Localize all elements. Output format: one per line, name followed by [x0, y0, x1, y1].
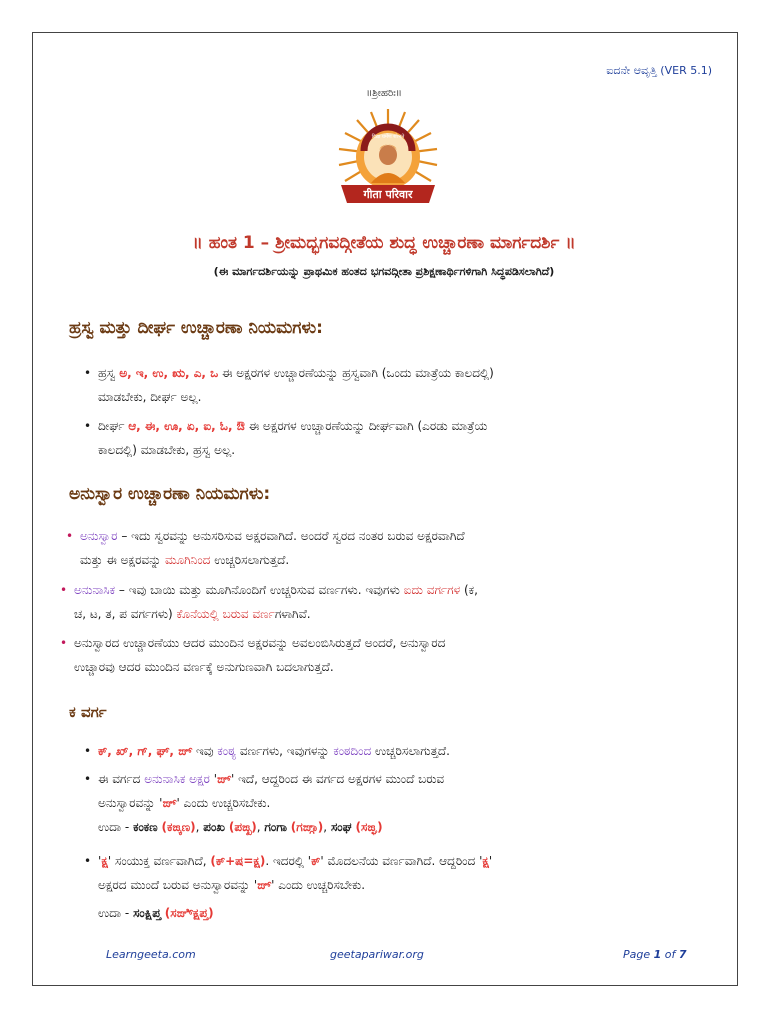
total-pages: 7 [678, 948, 687, 961]
example-pronunciation: (ಪಙ್ಖ) [228, 820, 257, 834]
text: – ಇವು ಬಾಯಿ ಮತ್ತು ಮೂಗಿನೊಂದಿಗೆ ಉಚ್ಚರಿಸುವ ವರ್ಣಗಳು. ಇವುಗಳು [115, 583, 404, 597]
text: ಕಾಲದಲ್ಲಿ) ಮಾಡಬೇಕು, ಹ್ರಸ್ವ ಅಲ್ಲ. [98, 443, 236, 457]
current-page: 1 [653, 948, 662, 961]
bullet: • [60, 583, 68, 597]
list-item [60, 631, 720, 679]
highlight: ಅನುನಾಸಿಕ ಅಕ್ಷರ [144, 772, 210, 786]
text: ವರ್ಣಗಳು, ಇವುಗಳನ್ನು [236, 744, 334, 758]
example-word: ಕಂಕಣ [133, 820, 158, 834]
text: ಅನುಸ್ವಾರದ ಉಚ್ಚಾರಣೆಯು ಆದರ ಮುಂದಿನ ಅಕ್ಷರವನ್ನು ಅವಲಂಬಿಸಿರುತ್ತದೆ ಅಂದರೆ, ಅನುಸ್ವಾರದ [74, 636, 446, 650]
page-number [623, 948, 687, 961]
section-heading-anusvara: ಅನುಸ್ವಾರ ಉಚ್ಚಾರಣಾ ನಿಯಮಗಳು: [69, 484, 271, 504]
text: ಉಚ್ಚರಿಸಲಾಗುತ್ತದೆ. [210, 553, 290, 567]
highlight: ಕ್ [311, 854, 321, 868]
hrasva-letters: ಅ, ಇ, ಉ, ಋ, ಎ, ಒ [119, 366, 219, 380]
text: of [661, 948, 679, 961]
list-item [84, 361, 718, 409]
text: ಮತ್ತು ಈ ಅಕ್ಷರವನ್ನು [80, 553, 166, 567]
list-item: • ಈ ವರ್ಗದ ಅನುನಾಸಿಕ ಅಕ್ಷರ 'ಙ್' ಇದೆ, ಆದ್ದರಿಂದ ಈ ವರ್ಗದ ಅಕ್ಷರಗಳ ಮುಂದೆ ಬರುವ ಅನುಸ್ವಾರವನ್ನು 'ಙ್' ಎಂದು ಉಚ್ಚರಿಸಬೇಕು. ಉದಾ - ಕಂಕಣ (ಕಙ್ಕಣ), ಪಂಖ (ಪಙ್ಖ), ಗಂಗಾ (ಗಙ್ಗಾ), ಸಂಘ (ಸಙ್ಘ) [98, 767, 718, 839]
text: ' [488, 854, 493, 868]
logo-banner-text: गीता परिवार [363, 188, 413, 201]
highlight: ಕಂಠದಿಂದ [333, 744, 372, 758]
example-label: ಉದಾ - [98, 906, 134, 920]
bullet: • [84, 744, 92, 758]
term-anusvara: ಅನುಸ್ವಾರ [80, 529, 118, 543]
section-heading-hrasva-deergha: ಹ್ರಸ್ವ ಮತ್ತು ದೀರ್ಘ ಉಚ್ಚಾರಣಾ ನಿಯಮಗಳು: [69, 318, 323, 338]
text: – ಇದು ಸ್ವರವನ್ನು ಅನುಸರಿಸುವ ಅಕ್ಷರವಾಗಿದೆ. ಅಂದರೆ ಸ್ವರದ ನಂತರ ಬರುವ ಅಕ್ಷರವಾಗಿದೆ [117, 529, 465, 543]
list-item [84, 414, 718, 462]
example-pronunciation: (ಗಙ್ಗಾ) [290, 820, 324, 834]
list-item [84, 849, 718, 925]
list-item [84, 739, 718, 763]
formula: (ಕ್+ಷ=ಕ್ಷ) [210, 854, 266, 868]
text: ಅಕ್ಷರದ ಮುಂದೆ ಬರುವ ಅನುಸ್ವಾರವನ್ನು ' [98, 878, 258, 892]
page-title: ॥ ಹಂತ 1 – ಶ್ರೀಮದ್ಭಗವದ್ಗೀತೆಯ ಶುದ್ಧ ಉಚ್ಚಾರಣಾ ಮಾರ್ಗದರ್ಶಿ ॥ [192, 233, 576, 253]
bullet: • [66, 529, 74, 543]
highlight: ಕಂಠ್ಯ [217, 744, 237, 758]
example-pronunciation: (ಸಙ್ಘ) [355, 820, 383, 834]
gita-pariwar-logo [333, 105, 443, 217]
example-word: ಸಂಘ [330, 820, 352, 834]
text: ' ಮೊದಲನೆಯ ವರ್ಣವಾಗಿದೆ. ಆದ್ದರಿಂದ ' [320, 854, 483, 868]
highlight: ಙ್ [162, 796, 177, 810]
list-item [66, 524, 720, 572]
highlight: ಙ್ [257, 878, 272, 892]
section-heading-ka-varga: ಕ ವರ್ಗ [69, 703, 107, 721]
text: ಗಳಾಗಿವೆ. [274, 607, 311, 621]
example-label: ಉದಾ - [98, 820, 134, 834]
example-pronunciation: (ಕಙ್ಕಣ) [161, 820, 196, 834]
highlight: ಕ್ಷ [482, 854, 489, 868]
term-anunasika: ಅನುನಾಸಿಕ [74, 583, 116, 597]
invocation-text: ॥ಶ್ರೀಹರಿಃ॥ [366, 88, 402, 99]
text: ' ಎಂದು ಉಚ್ಚರಿಸಬೇಕು. [176, 796, 271, 810]
text: ಉಚ್ಚಾರವು ಆದರ ಮುಂದಿನ ವರ್ಣಕ್ಕೆ ಅನುಗುಣವಾಗಿ ಬದಲಾಗುತ್ತದೆ. [74, 660, 334, 674]
text: ದೀರ್ಘ [98, 419, 129, 433]
footer-link-learngeeta[interactable]: Learngeeta.com [106, 948, 196, 961]
version-label: ಐದನೇ ಆವೃತ್ತಿ (VER 5.1) [606, 64, 712, 77]
text: ' [209, 772, 217, 786]
highlight: ಮೂಗಿನಿಂದ [165, 553, 211, 567]
example-word: ಪಂಖ [203, 820, 225, 834]
list-item [60, 578, 720, 626]
deergha-letters: ಆ, ಈ, ಊ, ಏ, ಐ, ಓ, ಔ [128, 419, 245, 433]
text: ' ಇದೆ, ಆದ್ದರಿಂದ ಈ ವರ್ಗದ ಅಕ್ಷರಗಳ ಮುಂದೆ ಬರುವ [231, 772, 445, 786]
text: (ಕ, [460, 583, 478, 597]
bullet: • [60, 636, 68, 650]
page-subtitle: (ಈ ಮಾರ್ಗದರ್ಶಿಯನ್ನು ಪ್ರಾಥಮಿಕ ಹಂತದ ಭಗವದ್ಗೀತಾ ಪ್ರಶಿಕ್ಷಣಾರ್ಥಿಗಳಿಗಾಗಿ ಸಿದ್ಧಪಡಿಸಲಾಗಿದೆ) [213, 265, 555, 278]
example-word: ಗಂಗಾ [264, 820, 287, 834]
text: ಮಾಡಬೇಕು, ದೀರ್ಘ ಅಲ್ಲ. [98, 390, 202, 404]
bullet: • [84, 366, 92, 380]
text: ಹ್ರಸ್ವ [98, 366, 120, 380]
highlight: ಕೊನೆಯಲ್ಲಿ ಬರುವ ವರ್ಣ [176, 607, 275, 621]
example-word: ಸಂಕ್ಷಿಪ್ತ [133, 906, 161, 920]
text: ಈ ಅಕ್ಷರಗಳ ಉಚ್ಚಾರಣೆಯನ್ನು ಹ್ರಸ್ವವಾಗಿ (ಒಂದು ಮಾತ್ರೆಯ ಕಾಲದಲ್ಲಿ) [218, 366, 494, 380]
text: ಈ ಅಕ್ಷರಗಳ ಉಚ್ಚಾರಣೆಯನ್ನು ದೀರ್ಘವಾಗಿ (ಎರಡು ಮಾತ್ರೆಯ [244, 419, 488, 433]
logo-arc-text: विद्या धर्मेण शोभते [371, 134, 405, 140]
highlight: ಙ್ [217, 772, 231, 786]
highlight: ಐದು ವರ್ಗಗಳ [403, 583, 461, 597]
bullet: • [84, 772, 92, 786]
text: ಇವು [192, 744, 218, 758]
text: Page [623, 948, 654, 961]
bullet: • [84, 419, 92, 433]
footer-link-geetapariwar[interactable]: geetapariwar.org [330, 948, 424, 961]
highlight: ಕ್ಷ [101, 854, 108, 868]
text: ' ಎಂದು ಉಚ್ಚರಿಸಬೇಕು. [271, 878, 366, 892]
text: ಚ, ಟ, ತ, ಪ ವರ್ಗಗಳು) [74, 607, 177, 621]
text: ' [98, 854, 102, 868]
text: . ಇದರಲ್ಲಿ ' [265, 854, 312, 868]
text: ಅನುಸ್ವಾರವನ್ನು ' [98, 796, 163, 810]
text: ' ಸಂಯುಕ್ತ ವರ್ಣವಾಗಿದೆ, [107, 854, 211, 868]
text: ಈ ವರ್ಗದ [98, 772, 145, 786]
ka-varga-letters: ಕ್, ಖ್, ಗ್, ಘ್, ಙ್ [98, 744, 193, 758]
bullet: • [84, 854, 92, 868]
example-pronunciation: (ಸಙ್ಕ್ಷಿಪ್ತ) [164, 906, 214, 920]
text: ಉಚ್ಚರಿಸಲಾಗುತ್ತದೆ. [371, 744, 450, 758]
